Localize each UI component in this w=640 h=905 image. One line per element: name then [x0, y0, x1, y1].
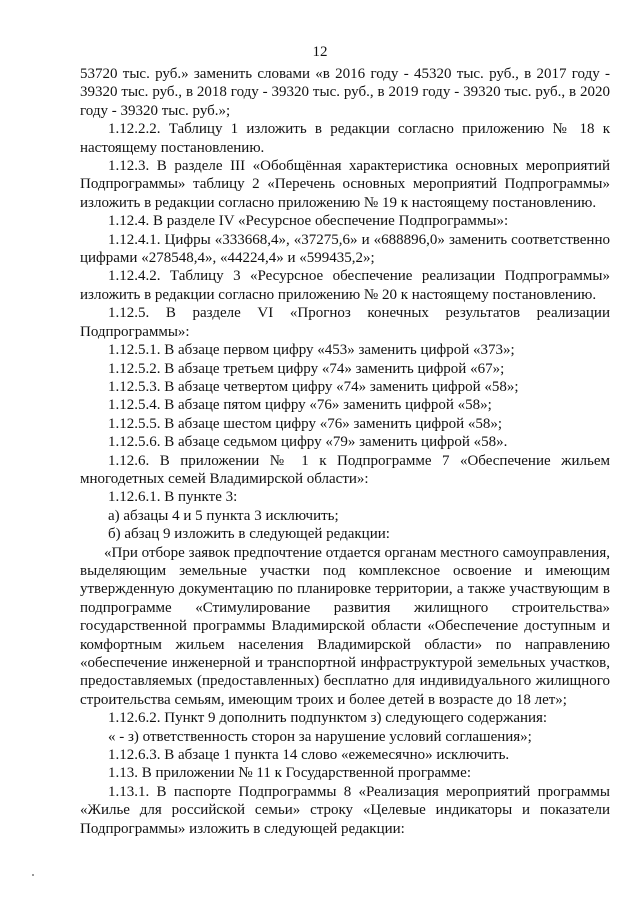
- paragraph-1-12-4-1: 1.12.4.1. Цифры «333668,4», «37275,6» и «688896,0» заменить соответственно цифрами «278548,4», «44224,4» и «599435,2»;: [80, 231, 610, 267]
- paragraph-1-12-5-6: 1.12.5.6. В абзаце седьмом цифру «79» заменить цифрой «58».: [108, 434, 508, 451]
- paragraph-1-12-4-2: 1.12.4.2. Таблицу 3 «Ресурсное обеспечение реализации Подпрограммы» изложить в редакции согласно приложению № 20 к настоящему постановлению.: [80, 268, 610, 303]
- paragraph-1-12-5: 1.12.5. В разделе VI «Прогноз конечных результатов реализации Подпрограммы»:: [80, 305, 610, 340]
- quoted-new-wording: «При отборе заявок предпочтение отдается органам местного самоуправления, выделяющим земельные участки под комплексное освоение и имеющим утвержденную документацию по планировке территории, а также участвующим в подпрограмме «Стимулирование развития жилищного строительства» государственной программы Владимирской области «Обеспечение доступным и комфортным жильем населения Владимирской области» по направлению «обеспечение инженерной и транспортной инфраструктурой земельных участков, предоставляемых (предоставленных) бесплатно для индивидуального жилищного строительства семьям, имеющим троих и более детей в возрасте до 18 лет»;: [80, 544, 610, 708]
- paragraph-1-12-6: 1.12.6. В приложении № 1 к Подпрограмме 7 «Обеспечение жильем многодетных семей Владимирской области»:: [80, 452, 610, 487]
- paragraph-1-12-5-1: 1.12.5.1. В абзаце первом цифру «453» заменить цифрой «373»;: [108, 342, 515, 359]
- paragraph-amount-replacement: 53720 тыс. руб.» заменить словами «в 2016 году - 45320 тыс. руб., в 2017 году - 39320 тыс. руб., в 2018 году - 39320 тыс. руб., в 2019 году - 39320 тыс. руб., в 2020 году - 39320 тыс. руб.»;: [80, 66, 610, 119]
- paragraph-1-12-3: 1.12.3. В разделе III «Обобщённая характеристика основных мероприятий Подпрограммы» таблицу 2 «Перечень основных мероприятий Подпрограммы» изложить в редакции согласно приложению № 19 к настоящему постановлению.: [80, 158, 610, 211]
- paragraph-1-12-5-3: 1.12.5.3. В абзаце четвертом цифру «74» заменить цифрой «58»;: [108, 378, 519, 395]
- scan-speck: [32, 874, 34, 876]
- paragraph-1-12-6-2: 1.12.6.2. Пункт 9 дополнить подпунктом з) следующего содержания:: [108, 710, 548, 727]
- paragraph-item-b: б) абзац 9 изложить в следующей редакции:: [108, 526, 390, 543]
- document-body: [80, 65, 610, 838]
- paragraph-1-12-5-2: 1.12.5.2. В абзаце третьем цифру «74» заменить цифрой «67»;: [108, 360, 505, 377]
- paragraph-1-12-2-2: 1.12.2.2. Таблицу 1 изложить в редакции согласно приложению № 18 к настоящему постановлению.: [80, 121, 610, 156]
- paragraph-subitem-z: « - з) ответственность сторон за нарушение условий соглашения»;: [108, 728, 532, 745]
- page-number: 12: [312, 44, 328, 60]
- paragraph-1-12-5-4: 1.12.5.4. В абзаце пятом цифру «76» заменить цифрой «58»;: [108, 397, 492, 414]
- paragraph-1-12-6-3: 1.12.6.3. В абзаце 1 пункта 14 слово «ежемесячно» исключить.: [108, 747, 510, 764]
- paragraph-1-12-4: 1.12.4. В разделе IV «Ресурсное обеспечение Подпрограммы»:: [108, 213, 509, 230]
- paragraph-1-13: 1.13. В приложении № 11 к Государственной программе:: [108, 765, 471, 782]
- paragraph-item-a: а) абзацы 4 и 5 пункта 3 исключить;: [108, 507, 339, 524]
- paragraph-1-12-5-5: 1.12.5.5. В абзаце шестом цифру «76» заменить цифрой «58»;: [108, 415, 503, 432]
- paragraph-1-12-6-1: 1.12.6.1. В пункте 3:: [108, 489, 238, 506]
- paragraph-1-13-1: 1.13.1. В паспорте Подпрограммы 8 «Реализация мероприятий программы «Жилье для российской семьи» строку «Целевые индикаторы и показатели Подпрограммы» изложить в следующей редакции:: [80, 783, 610, 837]
